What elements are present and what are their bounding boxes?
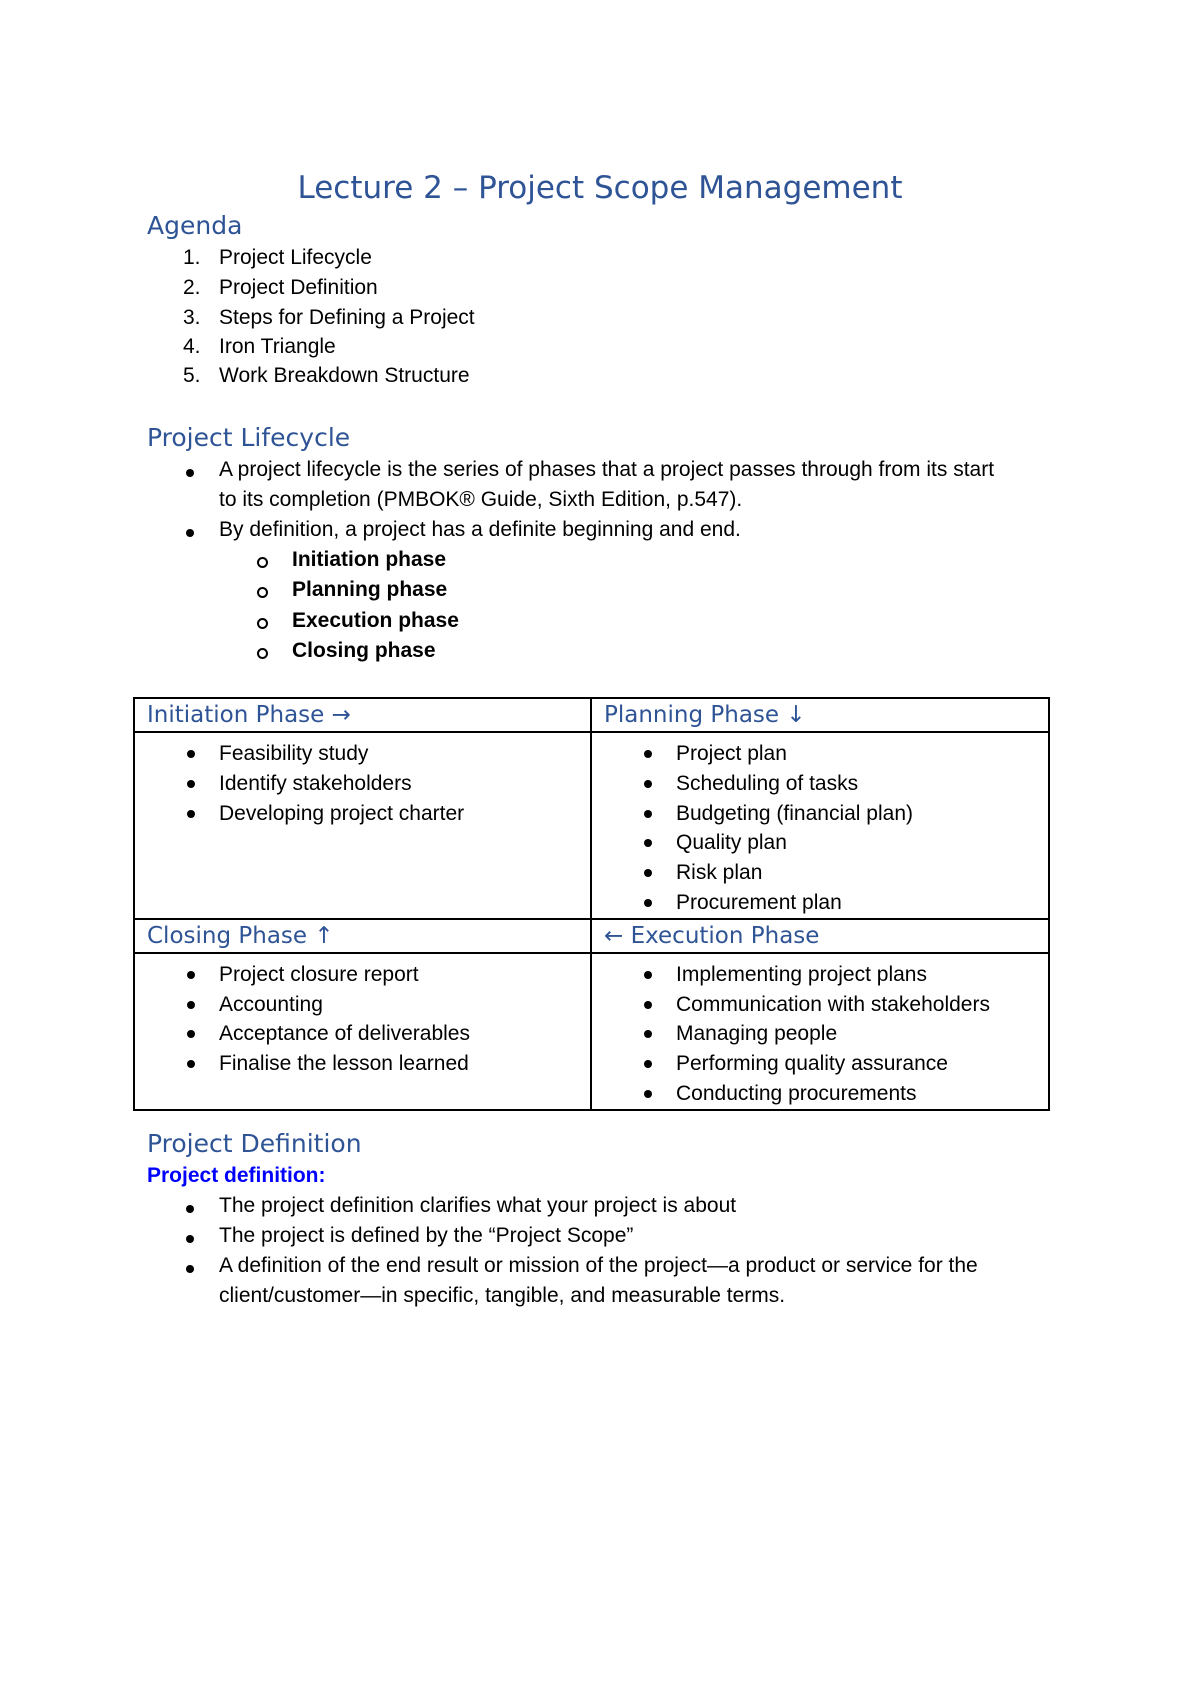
agenda-item-number: 5. <box>183 364 201 387</box>
agenda-item-number: 2. <box>183 276 201 299</box>
list-item: Project closure report <box>135 960 590 990</box>
bullet-icon <box>186 1235 194 1243</box>
planning-phase-cell <box>591 732 1049 919</box>
agenda-heading: Agenda <box>147 211 243 240</box>
lifecycle-heading: Project Lifecycle <box>147 423 351 452</box>
definition-bullet-text: The project definition clarifies what your project is about <box>219 1194 737 1217</box>
agenda-item-text: Steps for Defining a Project <box>219 306 475 329</box>
bullet-icon <box>186 1205 194 1213</box>
planning-phase-header: Planning Phase ↓ <box>591 698 1049 732</box>
agenda-item-text: Iron Triangle <box>219 335 336 358</box>
list-item: Procurement plan <box>592 888 1048 918</box>
bullet-icon <box>186 529 194 537</box>
phase-list-item: Planning phase <box>292 578 448 601</box>
definition-bullet-text: A definition of the end result or mission of the project—a product or service for the <box>219 1254 978 1277</box>
hollow-bullet-icon <box>257 557 268 568</box>
agenda-item-number: 1. <box>183 246 201 269</box>
list-item: Feasibility study <box>135 739 590 769</box>
list-item: Acceptance of deliverables <box>135 1019 590 1049</box>
lifecycle-bullet-text: By definition, a project has a definite beginning and end. <box>219 518 741 541</box>
agenda-item-text: Work Breakdown Structure <box>219 364 470 387</box>
phase-list-item: Execution phase <box>292 609 459 632</box>
closing-phase-header: Closing Phase ↑ <box>134 919 591 953</box>
phase-list-item: Closing phase <box>292 639 436 662</box>
execution-phase-header: ← Execution Phase <box>591 919 1049 953</box>
execution-phase-cell <box>591 953 1049 1110</box>
hollow-bullet-icon <box>257 587 268 598</box>
phase-list-item: Initiation phase <box>292 548 447 571</box>
agenda-item-text: Project Lifecycle <box>219 246 372 269</box>
list-item: Budgeting (financial plan) <box>592 799 1048 829</box>
lifecycle-bullet-text: to its completion (PMBOK® Guide, Sixth Edition, p.547). <box>219 488 743 511</box>
list-item: Managing people <box>592 1019 1048 1049</box>
list-item: Project plan <box>592 739 1048 769</box>
definition-bullet-text: client/customer—in specific, tangible, and measurable terms. <box>219 1284 786 1307</box>
initiation-phase-header: Initiation Phase → <box>134 698 591 732</box>
list-item: Risk plan <box>592 858 1048 888</box>
hollow-bullet-icon <box>257 648 268 659</box>
bullet-icon <box>186 1265 194 1273</box>
list-item: Communication with stakeholders <box>592 990 1048 1020</box>
hollow-bullet-icon <box>257 618 268 629</box>
list-item: Identify stakeholders <box>135 769 590 799</box>
page-title: Lecture 2 – Project Scope Management <box>297 170 903 206</box>
agenda-item-text: Project Definition <box>219 276 378 299</box>
definition-heading: Project Definition <box>147 1129 362 1158</box>
list-item: Scheduling of tasks <box>592 769 1048 799</box>
list-item: Performing quality assurance <box>592 1049 1048 1079</box>
phase-table <box>133 697 1050 1111</box>
list-item: Quality plan <box>592 828 1048 858</box>
bullet-icon <box>186 469 194 477</box>
list-item: Conducting procurements <box>592 1079 1048 1109</box>
list-item: Developing project charter <box>135 799 590 829</box>
list-item: Finalise the lesson learned <box>135 1049 590 1079</box>
agenda-item-number: 3. <box>183 306 201 329</box>
definition-subheading: Project definition: <box>147 1164 326 1187</box>
definition-bullet-text: The project is defined by the “Project Scope” <box>219 1224 634 1247</box>
initiation-phase-cell <box>134 732 591 919</box>
list-item: Accounting <box>135 990 590 1020</box>
lifecycle-bullet-text: A project lifecycle is the series of phases that a project passes through from its start <box>219 458 995 481</box>
agenda-item-number: 4. <box>183 335 201 358</box>
list-item: Implementing project plans <box>592 960 1048 990</box>
closing-phase-cell <box>134 953 591 1110</box>
